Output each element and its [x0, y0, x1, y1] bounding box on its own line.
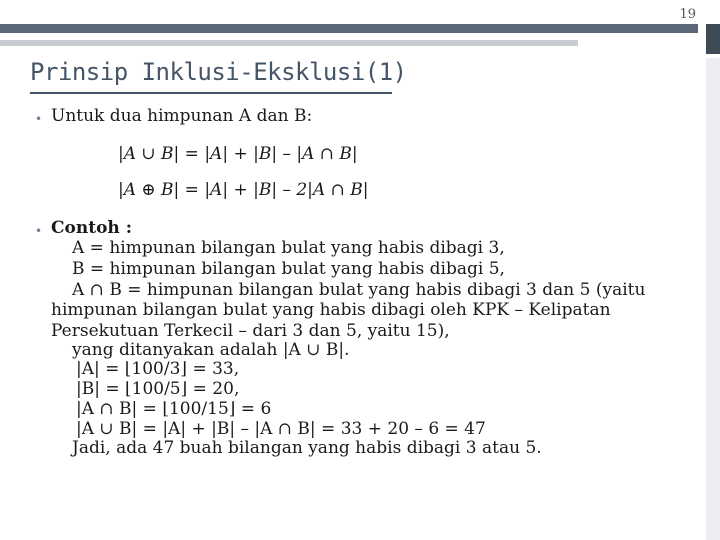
example-line: |A| = ⌊100/3⌋ = 33,: [76, 359, 240, 379]
example-line: himpunan bilangan bulat yang habis dibagi oleh KPK – Kelipatan: [51, 300, 611, 320]
header-bar: [0, 24, 698, 33]
example-line: B = himpunan bilangan bulat yang habis dibagi 5,: [72, 259, 505, 279]
header-underbar: [0, 40, 578, 46]
formula-union: |A ∪ B| = |A| + |B| – |A ∩ B|: [118, 144, 358, 164]
header-bar-accent: [706, 24, 720, 54]
example-line: |A ∪ B| = |A| + |B| – |A ∩ B| = 33 + 20 – 6 = 47: [76, 419, 486, 439]
page-number: 19: [679, 7, 696, 22]
example-line: A ∩ B = himpunan bilangan bulat yang habis dibagi 3 dan 5 (yaitu: [72, 280, 646, 300]
title-underline: [30, 92, 392, 94]
bullet-icon: •: [35, 224, 43, 238]
example-line: Jadi, ada 47 buah bilangan yang habis dibagi 3 atau 5.: [72, 438, 542, 458]
side-bar: [706, 58, 720, 540]
bullet-icon: •: [35, 112, 43, 126]
example-line: Persekutuan Terkecil – dari 3 dan 5, yaitu 15),: [51, 321, 450, 341]
page-title: Prinsip Inklusi-Eksklusi(1): [30, 58, 407, 86]
example-line: A = himpunan bilangan bulat yang habis dibagi 3,: [72, 238, 505, 258]
formula-symmetric-difference: |A ⊕ B| = |A| + |B| – 2|A ∩ B|: [118, 180, 369, 200]
example-line: |A ∩ B| = ⌊100/15⌋ = 6: [76, 399, 272, 419]
example-line: yang ditanyakan adalah |A ∪ B|.: [72, 340, 350, 360]
example-heading: Contoh :: [51, 218, 132, 238]
intro-text: Untuk dua himpunan A dan B:: [51, 106, 313, 126]
example-line: |B| = ⌊100/5⌋ = 20,: [76, 379, 240, 399]
